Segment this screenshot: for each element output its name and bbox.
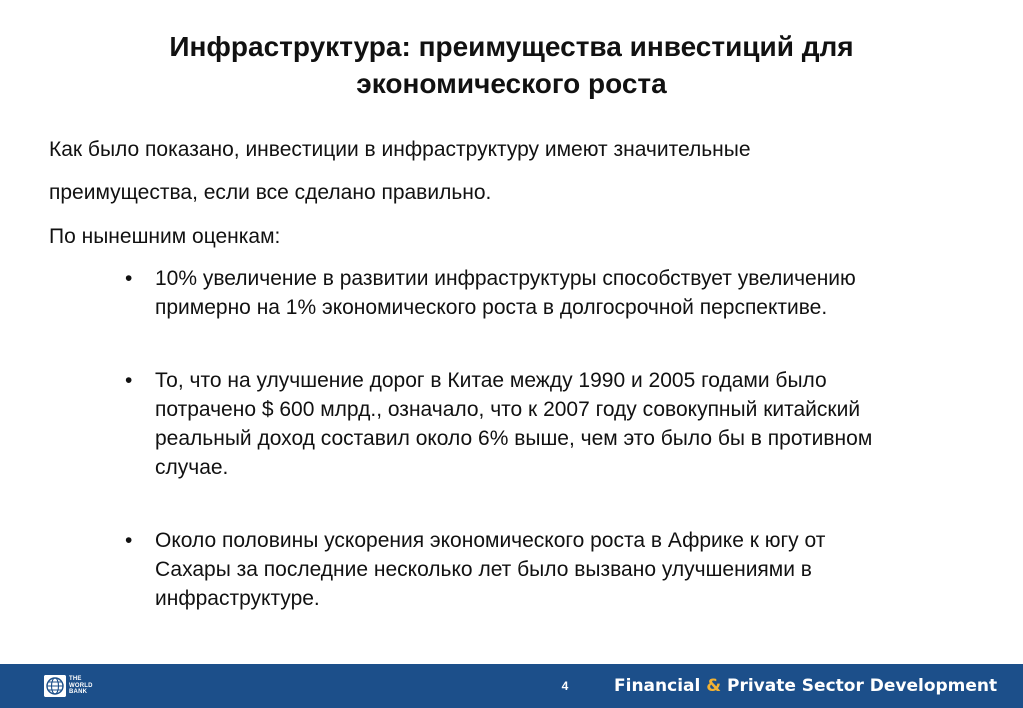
slide-title-line-2: экономического роста [356,68,667,99]
brand-text-financial: Financial [614,676,707,696]
intro-line-2: преимущества, если все сделано правильно. [49,181,492,204]
bullet-text-2 [155,366,973,482]
brand-text-ampersand: & [706,676,722,696]
intro-line-1: Как было показано, инвестиции в инфраструктуру имеют значительные [49,138,751,161]
bullet-item-1 [0,264,1023,322]
logo-line-3: BANK [69,689,88,696]
intro-paragraph [49,128,949,214]
bullet-2-line-4: случае. [155,456,229,479]
bullet-item-2 [0,366,1023,482]
brand-text [614,673,997,699]
world-bank-logo-text [69,676,93,696]
logo-line-2: WORLD [69,682,93,689]
bullet-3-line-3: инфраструктуре. [155,587,320,610]
bullet-text-1 [155,264,973,322]
bullet-dot-icon: • [125,369,133,392]
slide-title [60,28,963,102]
bullet-2-line-2: потрачено $ 600 млрд., означало, что к 2007 году совокупный китайский [155,398,861,421]
bullet-2-line-3: реальный доход составил около 6% выше, чем это было бы в противном [155,427,873,450]
bullet-list [0,264,1023,657]
slide-title-line-1: Инфраструктура: преимущества инвестиций для [169,31,854,62]
bullet-3-line-1: Около половины ускорения экономического роста в Африке к югу от [155,529,826,552]
bullet-dot-icon: • [125,529,133,552]
world-bank-globe-icon [44,675,66,697]
footer-bar [0,664,1023,708]
bullet-item-3 [0,526,1023,613]
logo-line-1: THE [69,676,82,683]
world-bank-logo [44,675,93,697]
bullet-2-line-1: То, что на улучшение дорог в Китае между 1990 и 2005 годами было [155,369,827,392]
brand-text-private-sector: Private Sector Development [721,676,998,696]
bullet-1-line-2: примерно на 1% экономического роста в долгосрочной перспективе. [155,296,828,319]
lead-text: По нынешним оценкам: [49,225,281,248]
bullet-dot-icon: • [125,267,133,290]
bullet-3-line-2: Сахары за последние несколько лет было вызвано улучшениями в [155,558,812,581]
bullet-1-line-1: 10% увеличение в развитии инфраструктуры способствует увеличению [155,267,856,290]
bullet-text-3 [155,526,973,613]
page-number: 4 [561,679,569,693]
